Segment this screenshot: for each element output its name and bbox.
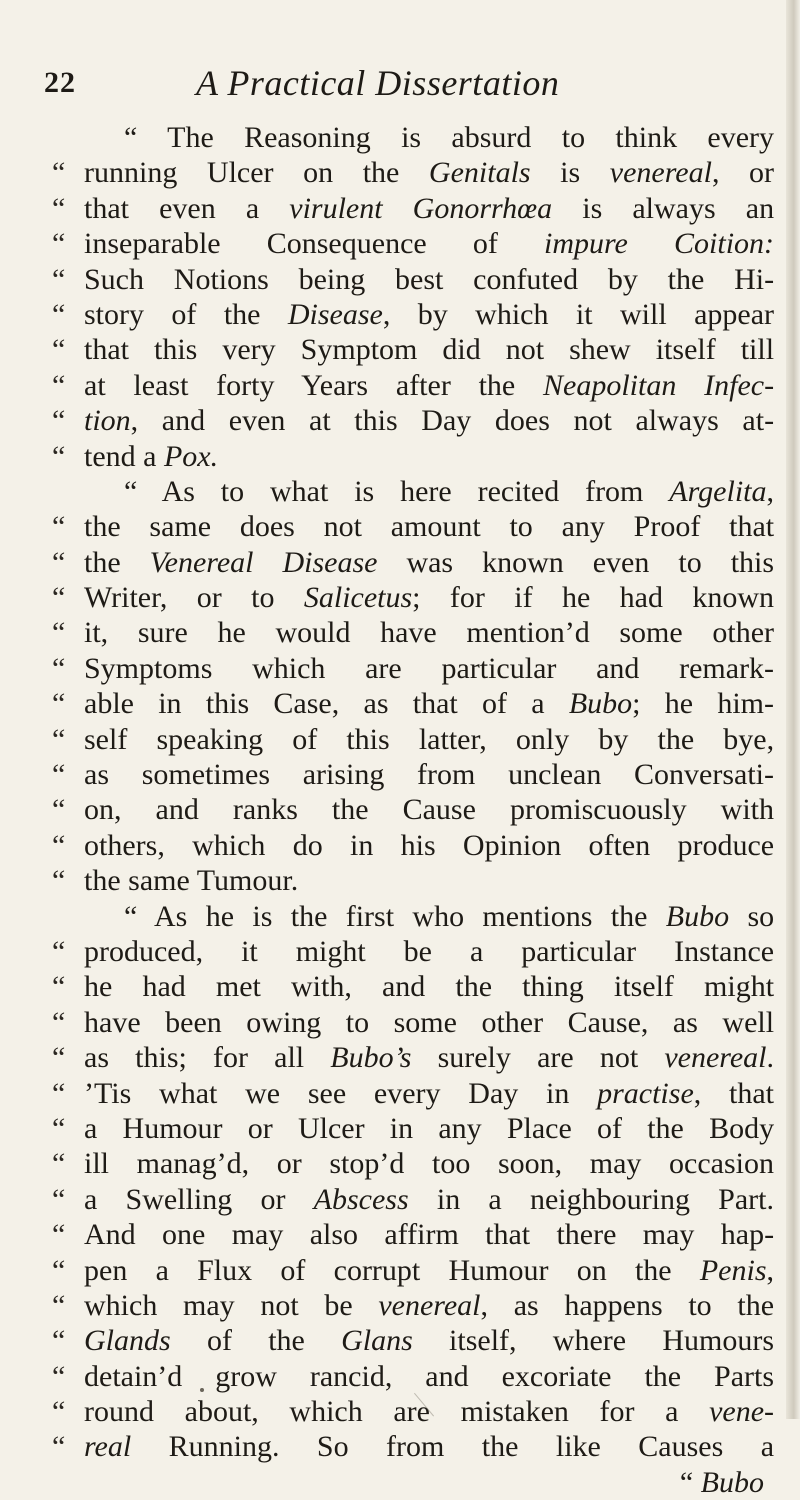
quote-mark: “ [52,864,66,898]
line-text: that even a virulent Gonorrhœa is always an [84,191,775,225]
line-text: the same Tumour. [84,864,299,898]
line-text: detain’d grow rancid, and excoriate the Parts [84,1359,775,1393]
italic-term: Disease [287,297,383,331]
italic-term: real [84,1430,132,1464]
line-text: “ The Reasoning is absurd to think every [124,121,775,154]
line-text: pen a Flux of corrupt Humour on the Penis, [84,1253,775,1287]
italic-term: Disease [282,545,378,579]
italic-term: Glans [341,1324,413,1358]
text-line [0,368,800,403]
body-text [0,120,800,1500]
quote-mark: “ [52,1005,66,1039]
quote-mark: “ [52,1147,66,1181]
line-text: “ As he is the first who mentions the Bubo so [124,899,775,933]
quote-mark: “ [52,1359,66,1393]
italic-term: Argelita [669,474,767,508]
text-line [0,863,800,898]
quote-mark: “ [52,651,66,685]
text-line [0,403,800,438]
italic-term: Glands [84,1324,171,1358]
text-line [0,934,800,969]
text-line [0,1217,800,1252]
text-line [0,509,800,544]
line-text: running Ulcer on the Genitals is venereal, or [84,156,775,190]
text-line [0,332,800,367]
line-text: inseparable Consequence of impure Coition: [84,227,775,261]
text-line [0,651,800,686]
italic-term: Neapolitan [543,368,677,402]
line-text: that this very Symptom did not shew itself till [84,333,775,367]
line-text: the Venereal Disease was known even to this [84,545,775,579]
text-line [0,1182,800,1217]
quote-mark: “ [52,191,66,225]
line-text: have been owing to some other Cause, as well [84,1005,775,1039]
text-line [0,1146,800,1181]
quote-mark: “ [52,1041,66,1075]
text-line [0,1394,800,1429]
running-title: A Practical Dissertation [196,63,560,103]
text-line [0,1288,800,1323]
page-number: 22 [44,66,76,99]
italic-term: Bubo’s [330,1041,412,1075]
line-text: ’Tis what we see every Day in practise, that [84,1076,775,1110]
quote-mark: “ [52,1395,66,1429]
quote-mark: “ [52,970,66,1004]
line-text: “ As to what is here recited from Argelita, [124,474,774,508]
text-line [0,757,800,792]
opening-quote: “ [124,474,138,508]
text-line [0,1040,800,1075]
quote-mark: “ [52,333,66,367]
text-line [0,1111,800,1146]
italic-term: venereal [378,1288,481,1322]
line-text: others, which do in his Opinion often produce [84,828,775,862]
quote-mark: “ [52,545,66,579]
italic-term: vene- [709,1395,775,1429]
text-line [0,439,800,474]
catchword-line [0,1465,800,1500]
text-line [0,1005,800,1040]
quote-mark: “ [52,828,66,862]
text-line [0,899,800,934]
text-line [0,191,800,226]
line-text: the same does not amount to any Proof that [84,510,775,544]
running-head [0,62,800,112]
quote-mark: “ [52,722,66,756]
text-line [0,297,800,332]
italic-term: Gonorrhœa [412,191,553,225]
text-line [0,1323,800,1358]
line-text: Glands of the Glans itself, where Humours [84,1324,774,1358]
italic-term: Bubo [568,687,633,721]
quote-mark: “ [52,510,66,544]
line-text: he had met with, and the thing itself might [84,970,775,1004]
line-text: tion, and even at this Day does not always at- [84,404,775,438]
quote-mark: “ [52,262,66,296]
line-text: real Running. So from the like Causes a [84,1430,775,1464]
italic-term: venereal [609,156,712,190]
line-text: a Humour or Ulcer in any Place of the Body [84,1111,775,1145]
text-line [0,722,800,757]
italic-term: Infec- [704,368,775,402]
ink-speck [200,1388,204,1392]
quote-mark: “ [52,581,66,615]
line-text: produced, it might be a particular Instance [84,934,775,968]
text-line [0,262,800,297]
line-text: Writer, or to Salicetus; for if he had known [84,581,775,615]
italic-term: Salicetus [303,581,413,615]
line-text: on, and ranks the Cause promiscuously with [84,793,774,827]
quote-mark: “ [52,793,66,827]
quote-mark: “ [52,404,66,438]
text-line [0,155,800,190]
quote-mark: “ [52,439,66,473]
italic-term: practise [597,1076,694,1110]
line-text: Symptoms which are particular and remark- [84,651,775,685]
quote-mark: “ [52,1111,66,1145]
text-line [0,1253,800,1288]
italic-term: virulent [289,191,383,225]
quote-mark: “ [52,758,66,792]
text-line [0,1076,800,1111]
line-text: at least forty Years after the Neapolitan Infec- [84,368,775,402]
line-text: round about, which are mistaken for a vene- [84,1395,775,1429]
italic-term: Abscess [313,1182,409,1216]
line-text: which may not be venereal, as happens to the [84,1288,775,1322]
text-line [0,615,800,650]
quote-mark: “ [52,368,66,402]
text-line [0,580,800,615]
line-text: And one may also affirm that there may hap- [84,1218,775,1252]
italic-term: impure [543,227,628,261]
quote-mark: “ [52,156,66,190]
line-text: Such Notions being best confuted by the Hi- [84,262,775,296]
quote-mark: “ [52,1430,66,1464]
text-line [0,792,800,827]
catchword: “ Bubo [679,1465,764,1499]
quote-mark: “ [52,616,66,650]
text-line [0,1429,800,1464]
italic-term: tion [84,404,131,438]
italic-term: Genitals [428,156,531,190]
quote-mark: “ [52,1182,66,1216]
italic-term: Bubo [665,899,730,933]
text-line [0,686,800,721]
italic-term: Penis [699,1253,767,1287]
line-text: a Swelling or Abscess in a neighbouring Part. [84,1182,774,1216]
line-text: tend a Pox. [84,439,219,473]
text-line [0,120,800,155]
quote-mark: “ [52,1218,66,1252]
text-line [0,828,800,863]
opening-quote: “ [124,121,138,154]
quote-mark: “ [52,1076,66,1110]
line-text: it, sure he would have mention’d some other [84,616,774,650]
quote-mark: “ [52,934,66,968]
line-text: as this; for all Bubo’s surely are not venereal. [84,1041,775,1075]
quote-mark: “ [52,1288,66,1322]
quote-mark: “ [52,1324,66,1358]
line-text: able in this Case, as that of a Bubo; he him- [84,687,774,721]
text-line [0,226,800,261]
line-text: as sometimes arising from unclean Conversati- [84,758,774,792]
quote-mark: “ [52,227,66,261]
opening-quote: “ [124,899,138,933]
italic-term: venereal [664,1041,767,1075]
line-text: story of the Disease, by which it will appear [84,297,774,331]
italic-term: Pox. [163,439,219,473]
text-line [0,969,800,1004]
quote-mark: “ [52,687,66,721]
italic-term: Venereal [149,545,254,579]
quote-mark: “ [52,297,66,331]
text-line [0,1359,800,1394]
text-line [0,474,800,509]
line-text: ill manag’d, or stop’d too soon, may occasion [84,1147,775,1181]
line-text: self speaking of this latter, only by the bye, [84,722,775,756]
quote-mark: “ [52,1253,66,1287]
italic-term: Coition: [674,227,775,261]
text-line [0,545,800,580]
